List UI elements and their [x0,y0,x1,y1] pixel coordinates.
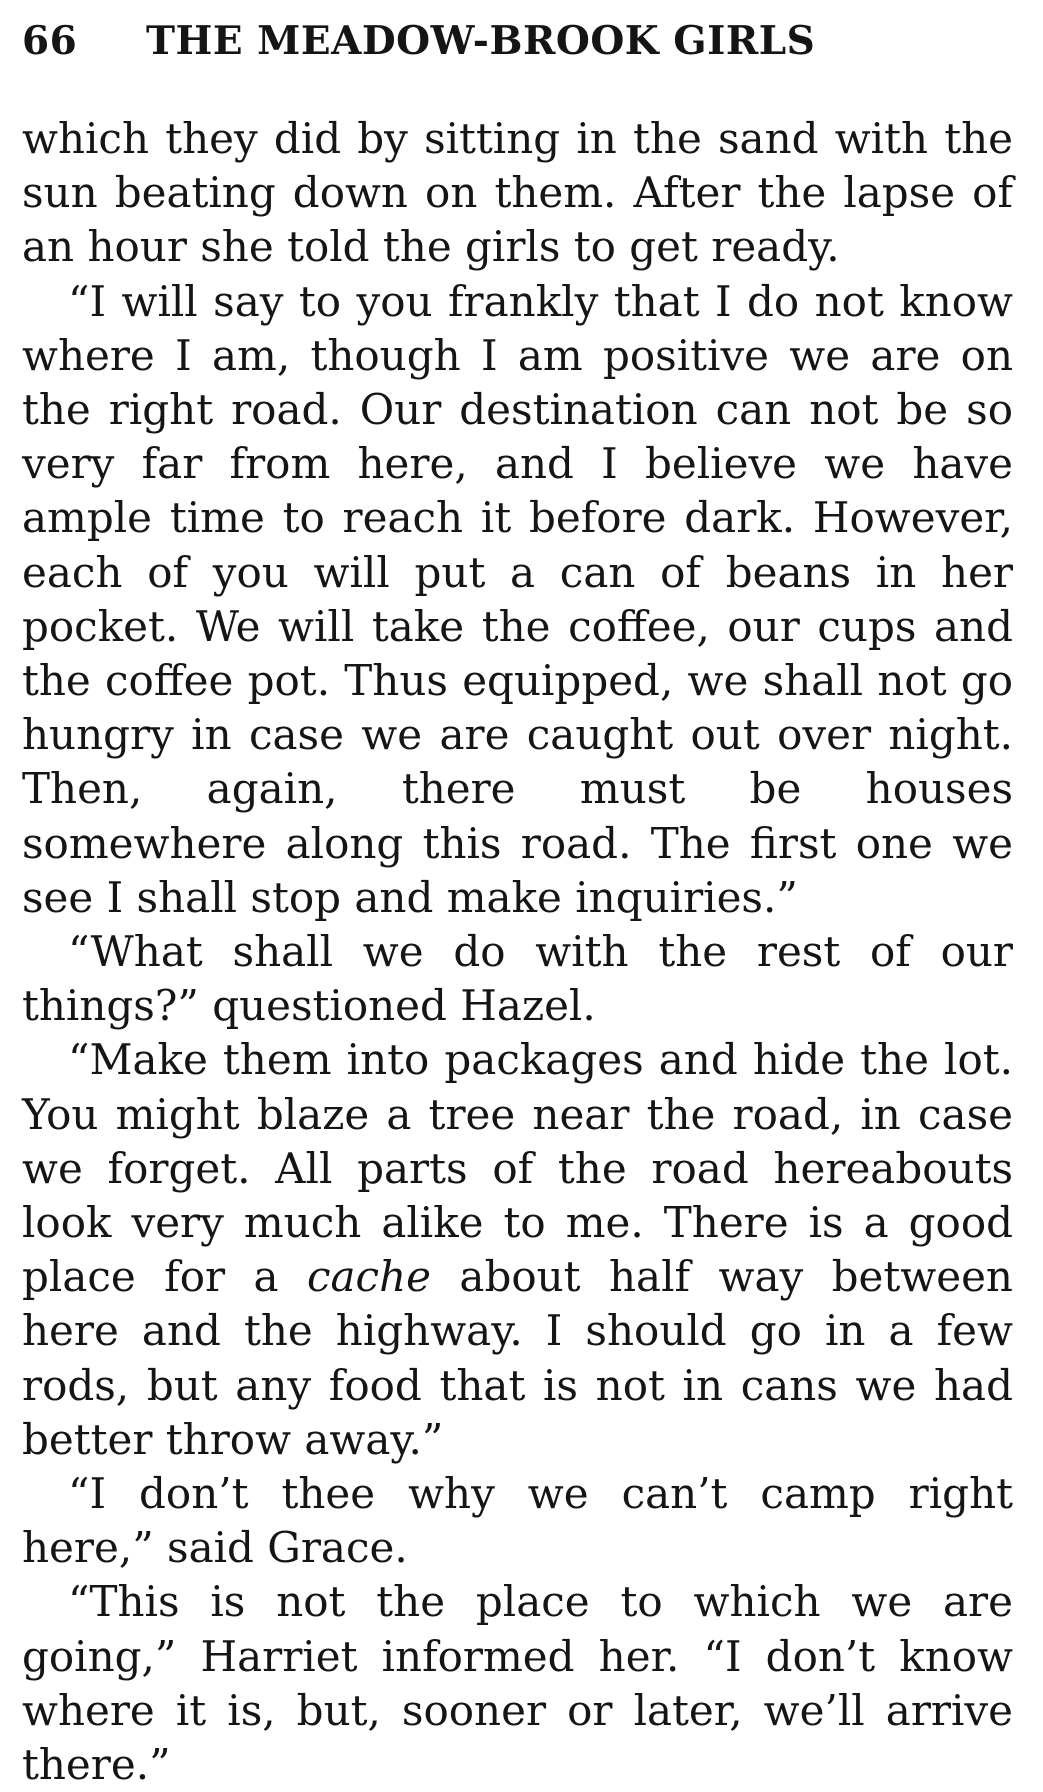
paragraph-hazel-question: “What shall we do with the rest of our things?” questioned Hazel. [22,927,1013,1031]
italic-word-cache: cache [306,1252,431,1302]
paragraph-grace-remark: “I don’t thee why we can’t camp right here,” said Grace. [22,1469,1013,1573]
paragraph-harriet-instructions: “I will say to you frankly that I do not know where I am, though I am positive we are on the right road. Our destination can not be so very far from here, and I believe we have ample time to reach it before dark. However, each of you will put a can of beans in her pocket. We will take the coffee, our cups and the coffee pot. Thus equipped, we shall not go hungry in case we are caught out over night. Then, again, there must be houses somewhere along this road. The first one we see I shall stop and make inquiries.” [22,276,1013,922]
paragraph-harriet-reply: “This is not the place to which we are going,” Harriet informed her. “I don’t know where it is, but, sooner or later, we’ll arrive there.” [22,1577,1013,1790]
paragraph-cache-instructions [22,1033,1013,1467]
cache-text-after: about half way between here and the highway. I should go in a few rods, but any food that is not in cans we had better throw away.” [22,1252,1013,1464]
page-number: 66 [22,18,78,64]
body-text [22,114,1013,1792]
running-title: THE MEADOW-BROOK GIRLS [146,18,816,64]
cache-text-before: “Make them into packages and hide the lot. You might blaze a tree near the road, in case we forget. All parts of the road hereabouts look very much alike to me. There is a good place for a [22,1035,1013,1302]
paragraph-continuation: which they did by sitting in the sand with the sun beating down on them. After the lapse of an hour she told the girls to get ready. [22,114,1013,272]
running-head [22,18,1013,64]
